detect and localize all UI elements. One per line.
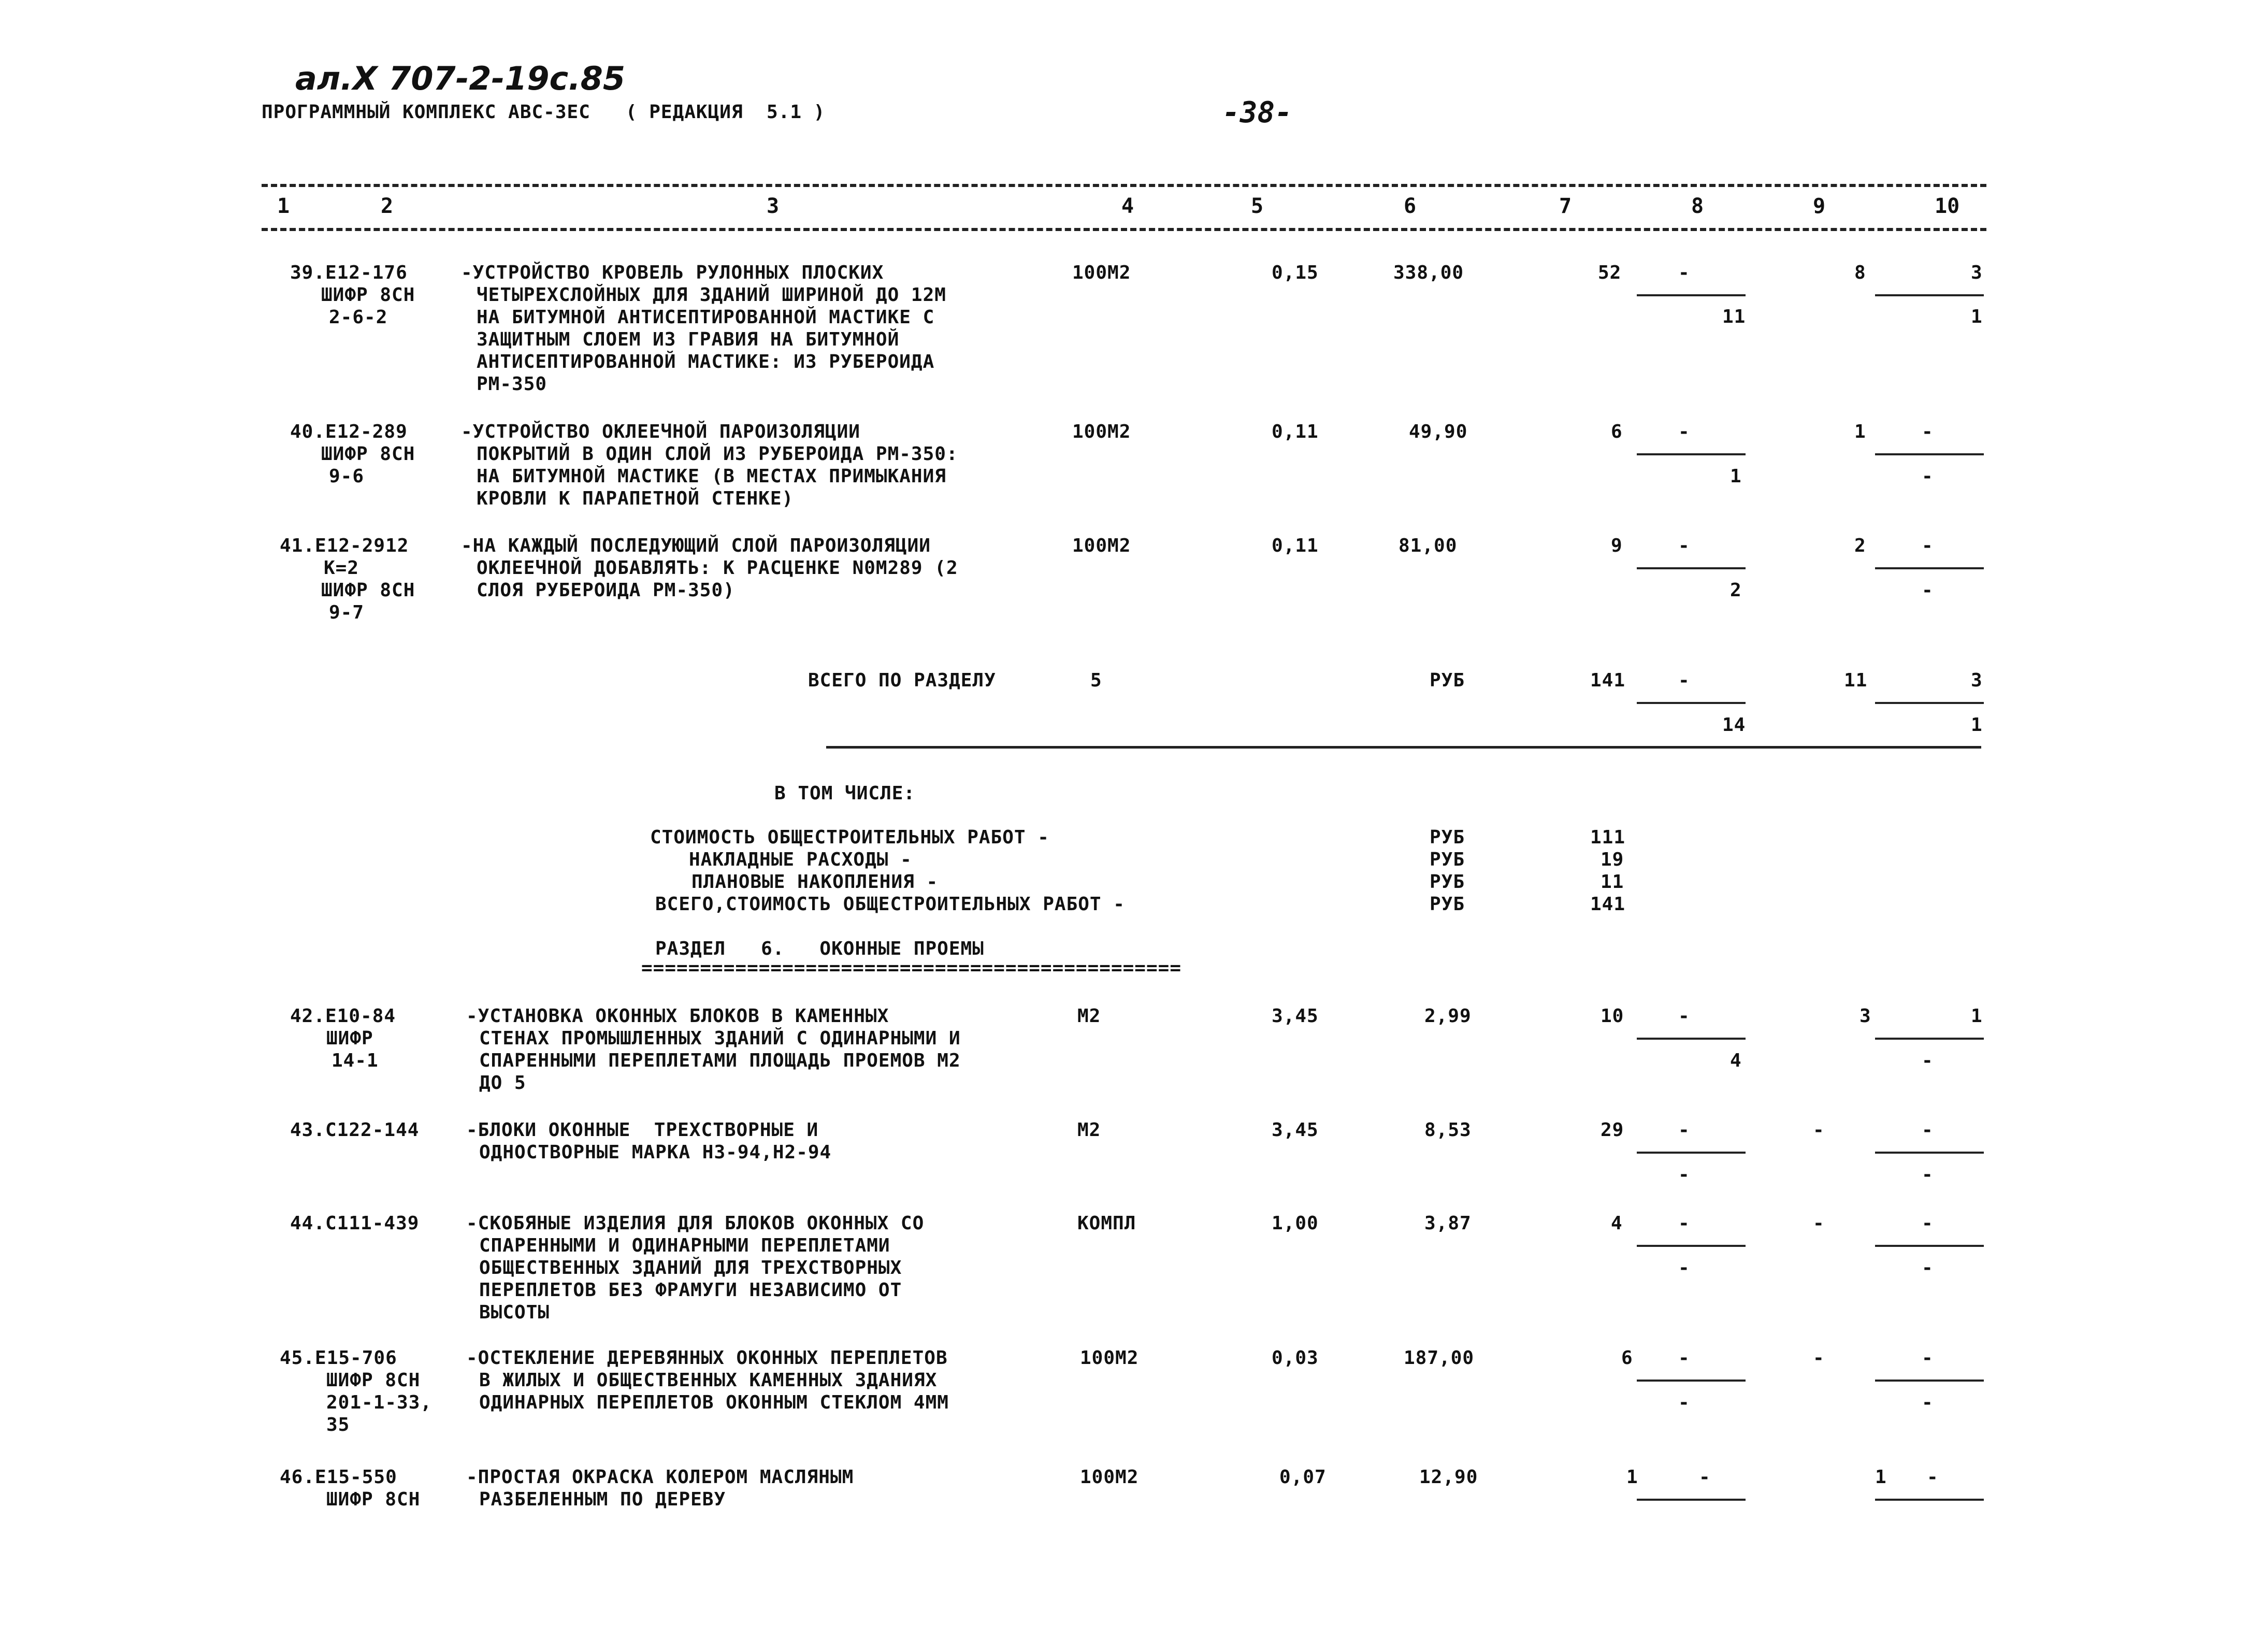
item-code: 9-7 [329, 602, 365, 623]
column-header: 8 [1691, 194, 1704, 218]
item-col9: 1 [1854, 421, 1866, 442]
item-code: 40.Е12-289 [290, 421, 408, 442]
item-unit-price: 3,87 [1424, 1213, 1472, 1234]
column-header: 10 [1935, 194, 1960, 218]
item-description: -ПРОСТАЯ ОКРАСКА КОЛЕРОМ МАСЛЯНЫМ [466, 1467, 854, 1488]
fraction-bar [1875, 1038, 1984, 1040]
including-row-currency: РУБ [1430, 849, 1465, 870]
item-description: ОБЩЕСТВЕННЫХ ЗДАНИЙ ДЛЯ ТРЕХСТВОРНЫХ [479, 1257, 902, 1278]
item-code: ШИФР [326, 1028, 373, 1049]
item-col8-bottom: - [1678, 1257, 1690, 1278]
fraction-bar [1875, 567, 1984, 569]
column-header: 7 [1559, 194, 1572, 218]
item-description: В ЖИЛЫХ И ОБЩЕСТВЕННЫХ КАМЕННЫХ ЗДАНИЯХ [479, 1370, 938, 1391]
section-total-col8-top: - [1678, 670, 1690, 691]
including-row-value: 11 [1601, 871, 1624, 893]
item-col10-top: - [1922, 535, 1934, 556]
including-row-label: ВСЕГО,СТОИМОСТЬ ОБЩЕСТРОИТЕЛЬНЫХ РАБОТ - [655, 894, 1125, 915]
item-code: 2-6-2 [329, 307, 388, 328]
item-col8-bottom: 1 [1730, 466, 1742, 487]
fraction-bar [1875, 1380, 1984, 1382]
fraction-bar [1637, 1499, 1746, 1501]
item-description: НА БИТУМНОЙ АНТИСЕПТИРОВАННОЙ МАСТИКЕ С [477, 307, 935, 328]
column-header: 5 [1251, 194, 1264, 218]
item-col8-top: - [1678, 1213, 1690, 1234]
item-description: -НА КАЖДЫЙ ПОСЛЕДУЮЩИЙ СЛОЙ ПАРОИЗОЛЯЦИИ [461, 535, 931, 556]
item-description: КРОВЛИ К ПАРАПЕТНОЙ СТЕНКЕ) [477, 488, 794, 509]
item-code: 45.Е15-706 [280, 1347, 397, 1369]
fraction-bar [1637, 1152, 1746, 1154]
item-col8-top: - [1678, 1347, 1690, 1369]
item-col8-bottom: 4 [1730, 1050, 1742, 1071]
section-total-col7: 141 [1590, 670, 1626, 691]
item-quantity: 3,45 [1272, 1119, 1319, 1141]
section-total-label: ВСЕГО ПО РАЗДЕЛУ [808, 670, 996, 691]
item-description: ПОКРЫТИЙ В ОДИН СЛОЙ ИЗ РУБЕРОИДА РМ-350: [477, 443, 958, 465]
item-col10-top: - [1922, 1213, 1934, 1234]
item-code: 43.С122-144 [290, 1119, 420, 1141]
item-col7: 52 [1598, 262, 1622, 283]
item-col10-top: - [1922, 1119, 1934, 1141]
item-description: -УСТРОЙСТВО КРОВЕЛЬ РУЛОННЫХ ПЛОСКИХ [461, 262, 884, 283]
item-col10-bottom: - [1922, 1164, 1934, 1185]
including-row-currency: РУБ [1430, 827, 1465, 848]
item-quantity: 0,07 [1279, 1467, 1327, 1488]
item-unit-price: 8,53 [1424, 1119, 1472, 1141]
item-code: ШИФР 8СН [326, 1370, 421, 1391]
item-col10-top: - [1922, 1347, 1934, 1369]
including-row-label: НАКЛАДНЫЕ РАСХОДЫ - [689, 849, 912, 870]
item-code: 35 [326, 1414, 350, 1435]
item-col8-top: - [1699, 1467, 1711, 1488]
item-quantity: 0,11 [1272, 535, 1319, 556]
item-col8-bottom: - [1678, 1392, 1690, 1413]
item-unit: 100М2 [1072, 421, 1131, 442]
item-col7: 9 [1611, 535, 1623, 556]
column-header: 1 [277, 194, 290, 218]
including-row-label: СТОИМОСТЬ ОБЩЕСТРОИТЕЛЬНЫХ РАБОТ - [650, 827, 1049, 848]
table-top-rule [262, 184, 1986, 187]
item-description: СПАРЕННЫМИ И ОДИНАРНЫМИ ПЕРЕПЛЕТАМИ [479, 1235, 890, 1256]
item-col7: 6 [1621, 1347, 1633, 1369]
item-description: ВЫСОТЫ [479, 1302, 550, 1323]
item-description: -УСТАНОВКА ОКОННЫХ БЛОКОВ В КАМЕННЫХ [466, 1005, 889, 1027]
item-col10-bottom: - [1922, 1392, 1934, 1413]
item-col9: 2 [1854, 535, 1866, 556]
item-description: -СКОБЯНЫЕ ИЗДЕЛИЯ ДЛЯ БЛОКОВ ОКОННЫХ СО [466, 1213, 925, 1234]
item-col10-top: 3 [1971, 262, 1983, 283]
including-row-currency: РУБ [1430, 894, 1465, 915]
item-description: ПЕРЕПЛЕТОВ БЕЗ ФРАМУГИ НЕЗАВИСИМО ОТ [479, 1280, 902, 1301]
fraction-bar [1875, 453, 1984, 455]
item-description: ЗАЩИТНЫМ СЛОЕМ ИЗ ГРАВИЯ НА БИТУМНОЙ [477, 329, 900, 350]
section-total-rule [826, 746, 1981, 749]
fraction-bar [1875, 294, 1984, 296]
section-total-col8-bottom: 14 [1722, 714, 1746, 736]
column-header: 3 [767, 194, 780, 218]
item-description: ЧЕТЫРЕХСЛОЙНЫХ ДЛЯ ЗДАНИЙ ШИРИНОЙ ДО 12М [477, 284, 946, 306]
item-unit-price: 338,00 [1393, 262, 1464, 283]
item-code: 201-1-33, [326, 1392, 433, 1413]
item-description: -УСТРОЙСТВО ОКЛЕЕЧНОЙ ПАРОИЗОЛЯЦИИ [461, 421, 860, 442]
section-total-col9: 11 [1844, 670, 1868, 691]
item-code: 44.С111-439 [290, 1213, 420, 1234]
item-unit: 100М2 [1080, 1467, 1139, 1488]
item-unit: М2 [1077, 1005, 1101, 1027]
item-unit: М2 [1077, 1119, 1101, 1141]
table-header-rule [262, 228, 1986, 231]
item-col7: 10 [1601, 1005, 1624, 1027]
item-unit: 100М2 [1080, 1347, 1139, 1369]
item-unit-price: 2,99 [1424, 1005, 1472, 1027]
item-description: ДО 5 [479, 1072, 526, 1094]
item-code: 41.Е12-2912 [280, 535, 409, 556]
item-quantity: 0,15 [1272, 262, 1319, 283]
page-number: -38- [1222, 96, 1292, 130]
item-code: К=2 [324, 557, 359, 579]
item-col10-bottom: 1 [1971, 306, 1983, 327]
item-col10-top: - [1927, 1467, 1939, 1488]
column-header: 4 [1121, 194, 1134, 218]
item-col9: 8 [1854, 262, 1866, 283]
item-col9: - [1813, 1119, 1825, 1141]
fraction-bar [1875, 1152, 1984, 1154]
fraction-bar [1637, 1038, 1746, 1040]
item-col10-bottom: - [1922, 1257, 1934, 1278]
section-heading-underline: ============================================== [641, 957, 1181, 979]
section-total-col10-bottom: 1 [1971, 714, 1983, 736]
item-col8-bottom: - [1678, 1164, 1690, 1185]
item-col7: 6 [1611, 421, 1623, 442]
item-code: ШИФР 8СН [326, 1489, 421, 1510]
including-row-value: 141 [1590, 894, 1626, 915]
item-col9: - [1813, 1347, 1825, 1369]
fraction-bar [1637, 1380, 1746, 1382]
item-unit: 100М2 [1072, 262, 1131, 283]
item-col10-bottom: - [1922, 466, 1934, 487]
including-label: В ТОМ ЧИСЛЕ: [774, 783, 916, 804]
item-code: 46.Е15-550 [280, 1467, 397, 1488]
item-col8-top: - [1678, 262, 1690, 283]
item-unit-price: 49,90 [1409, 421, 1468, 442]
item-col9: - [1813, 1213, 1825, 1234]
item-code: 14-1 [331, 1050, 379, 1071]
item-col9: 3 [1860, 1005, 1871, 1027]
column-header: 6 [1404, 194, 1417, 218]
item-col10-bottom: - [1922, 1050, 1934, 1071]
item-code: ШИФР 8СН [321, 580, 415, 601]
item-description: ОКЛЕЕЧНОЙ ДОБАВЛЯТЬ: К РАСЦЕНКЕ N0М289 (2 [477, 557, 958, 579]
fraction-bar [1637, 567, 1746, 569]
item-col9: 1 [1875, 1467, 1887, 1488]
fraction-bar [1875, 1499, 1984, 1501]
item-code: 42.Е10-84 [290, 1005, 396, 1027]
item-col8-bottom: 2 [1730, 580, 1742, 601]
item-col8-top: - [1678, 421, 1690, 442]
including-row-currency: РУБ [1430, 871, 1465, 893]
including-row-label: ПЛАНОВЫЕ НАКОПЛЕНИЯ - [691, 871, 939, 893]
fraction-bar [1875, 1245, 1984, 1247]
item-quantity: 0,11 [1272, 421, 1319, 442]
item-description: -ОСТЕКЛЕНИЕ ДЕРЕВЯННЫХ ОКОННЫХ ПЕРЕПЛЕТОВ [466, 1347, 948, 1369]
item-description: СПАРЕННЫМИ ПЕРЕПЛЕТАМИ ПЛОЩАДЬ ПРОЕМОВ М2 [479, 1050, 961, 1071]
item-unit: 100М2 [1072, 535, 1131, 556]
program-title: ПРОГРАММНЫЙ КОМПЛЕКС АВС-3ЕС ( РЕДАКЦИЯ 5.1 ) [262, 102, 826, 123]
item-description: РМ-350 [477, 374, 547, 395]
item-col10-bottom: - [1922, 580, 1934, 601]
fraction-bar [1637, 702, 1746, 704]
item-col7: 1 [1626, 1467, 1638, 1488]
item-code: ШИФР 8СН [321, 284, 415, 306]
item-description: АНТИСЕПТИРОВАННОЙ МАСТИКЕ: ИЗ РУБЕРОИДА [477, 351, 935, 372]
fraction-bar [1637, 294, 1746, 296]
item-description: СТЕНАХ ПРОМЫШЛЕННЫХ ЗДАНИЙ С ОДИНАРНЫМИ И [479, 1028, 961, 1049]
item-code: ШИФР 8СН [321, 443, 415, 465]
item-code: 9-6 [329, 466, 365, 487]
item-col8-top: - [1678, 1119, 1690, 1141]
item-col7: 29 [1601, 1119, 1624, 1141]
item-col7: 4 [1611, 1213, 1623, 1234]
including-row-value: 19 [1601, 849, 1624, 870]
including-row-value: 111 [1590, 827, 1626, 848]
item-quantity: 1,00 [1272, 1213, 1319, 1234]
fraction-bar [1637, 453, 1746, 455]
fraction-bar [1875, 702, 1984, 704]
fraction-bar [1637, 1245, 1746, 1247]
item-col8-bottom: 11 [1722, 306, 1746, 327]
item-description: НА БИТУМНОЙ МАСТИКЕ (В МЕСТАХ ПРИМЫКАНИЯ [477, 466, 946, 487]
item-col10-top: 1 [1971, 1005, 1983, 1027]
item-col10-top: - [1922, 421, 1934, 442]
column-header: 2 [381, 194, 394, 218]
item-quantity: 3,45 [1272, 1005, 1319, 1027]
item-unit-price: 12,90 [1419, 1467, 1478, 1488]
section-heading: РАЗДЕЛ 6. ОКОННЫЕ ПРОЕМЫ [655, 938, 984, 959]
item-description: ОДИНАРНЫХ ПЕРЕПЛЕТОВ ОКОННЫМ СТЕКЛОМ 4ММ [479, 1392, 949, 1413]
column-header: 9 [1813, 194, 1826, 218]
item-description: -БЛОКИ ОКОННЫЕ ТРЕХСТВОРНЫЕ И [466, 1119, 819, 1141]
item-quantity: 0,03 [1272, 1347, 1319, 1369]
section-total-currency: РУБ [1430, 670, 1465, 691]
section-total-number: 5 [1090, 670, 1102, 691]
item-unit-price: 187,00 [1404, 1347, 1475, 1369]
item-unit-price: 81,00 [1399, 535, 1458, 556]
item-unit: КОМПЛ [1077, 1213, 1136, 1234]
item-col8-top: - [1678, 535, 1690, 556]
item-description: ОДНОСТВОРНЫЕ МАРКА Н3-94,Н2-94 [479, 1142, 832, 1163]
item-description: СЛОЯ РУБЕРОИДА РМ-350) [477, 580, 735, 601]
section-total-col10-top: 3 [1971, 670, 1983, 691]
handwritten-reference: ал.X 707-2-19с.85 [295, 60, 626, 97]
item-col8-top: - [1678, 1005, 1690, 1027]
item-description: РАЗБЕЛЕННЫМ ПО ДЕРЕВУ [479, 1489, 726, 1510]
item-code: 39.Е12-176 [290, 262, 408, 283]
